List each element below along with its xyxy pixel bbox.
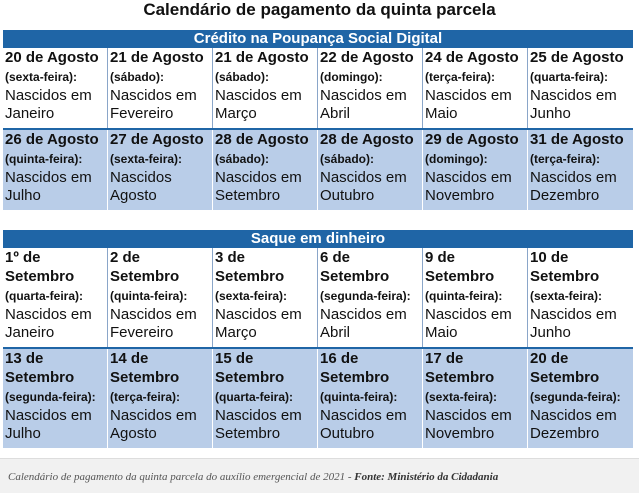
cell-date: 15 de Setembro (215, 350, 285, 386)
cell-group: Nascidos em Junho (530, 306, 617, 341)
cell-date: 20 de Setembro (530, 350, 600, 386)
cell-date: 28 de Agosto (320, 131, 414, 148)
cell-date: 25 de Agosto (530, 49, 624, 66)
cell-weekday: (segunda-feira): (5, 390, 96, 404)
cell-date: 31 de Agosto (530, 131, 624, 148)
table-cell (423, 248, 528, 347)
cell-group: Nascidos em Abril (320, 306, 407, 341)
table-cell (318, 48, 423, 128)
table-cell (3, 130, 108, 210)
table-cell (213, 48, 318, 128)
cell-weekday: (terça-feira): (530, 152, 601, 166)
cell-weekday: (sábado): (320, 152, 374, 166)
saque-row-1 (3, 248, 633, 347)
cell-date: 1º de Setembro (5, 249, 75, 285)
cell-date: 10 de Setembro (530, 249, 600, 285)
saque-header: Saque em dinheiro (3, 230, 633, 248)
cell-date: 24 de Agosto (425, 49, 519, 66)
cell-group: Nascidos em Dezembro (530, 407, 617, 442)
cell-group: Nascidos em Maio (425, 306, 512, 341)
table-cell (423, 130, 528, 210)
credito-row-2 (3, 128, 633, 210)
credito-section (3, 30, 633, 210)
saque-row-2 (3, 347, 633, 448)
table-cell (528, 48, 633, 128)
cell-group: Nascidos Agosto (110, 169, 172, 204)
cell-date: 21 de Agosto (215, 49, 309, 66)
cell-weekday: (sexta-feira): (5, 70, 78, 84)
caption-bar (0, 458, 639, 493)
cell-weekday: (quarta-feira): (530, 70, 609, 84)
table-cell (318, 349, 423, 448)
saque-section (3, 230, 633, 448)
table-cell (423, 349, 528, 448)
cell-date: 22 de Agosto (320, 49, 414, 66)
cell-weekday: (terça-feira): (110, 390, 181, 404)
cell-weekday: (quinta-feira): (5, 152, 83, 166)
caption-source: Fonte: Ministério da Cidadania (354, 471, 499, 483)
cell-group: Nascidos em Maio (425, 87, 512, 122)
table-cell (213, 248, 318, 347)
table-cell (108, 48, 213, 128)
cell-date: 14 de Setembro (110, 350, 180, 386)
table-cell (423, 48, 528, 128)
cell-group: Nascidos em Abril (320, 87, 407, 122)
cell-date: 2 de Setembro (110, 249, 180, 285)
cell-weekday: (segunda-feira): (320, 289, 411, 303)
cell-date: 3 de Setembro (215, 249, 285, 285)
cell-weekday: (sexta-feira): (215, 289, 288, 303)
cell-date: 29 de Agosto (425, 131, 519, 148)
table-cell (318, 130, 423, 210)
page-title: Calendário de pagamento da quinta parcela (143, 0, 496, 19)
cell-group: Nascidos em Fevereiro (110, 306, 197, 341)
table-cell (108, 248, 213, 347)
cell-date: 9 de Setembro (425, 249, 495, 285)
cell-weekday: (sábado): (110, 70, 164, 84)
credito-row-1 (3, 48, 633, 128)
table-cell (3, 48, 108, 128)
cell-date: 27 de Agosto (110, 131, 204, 148)
table-cell (318, 248, 423, 347)
cell-group: Nascidos em Julho (5, 169, 92, 204)
table-cell (3, 248, 108, 347)
cell-group: Nascidos em Outubro (320, 169, 407, 204)
cell-weekday: (quinta-feira): (425, 289, 503, 303)
cell-group: Nascidos em Dezembro (530, 169, 617, 204)
cell-date: 17 de Setembro (425, 350, 495, 386)
table-cell (108, 349, 213, 448)
cell-group: Nascidos em Janeiro (5, 306, 92, 341)
cell-date: 20 de Agosto (5, 49, 99, 66)
cell-weekday: (sexta-feira): (530, 289, 603, 303)
cell-group: Nascidos em Março (215, 87, 302, 122)
cell-weekday: (quinta-feira): (320, 390, 398, 404)
table-cell (528, 130, 633, 210)
cell-group: Nascidos em Novembro (425, 407, 512, 442)
table-cell (213, 130, 318, 210)
cell-weekday: (terça-feira): (425, 70, 496, 84)
table-cell (108, 130, 213, 210)
cell-group: Nascidos em Novembro (425, 169, 512, 204)
table-cell (213, 349, 318, 448)
cell-date: 13 de Setembro (5, 350, 75, 386)
cell-weekday: (domingo): (320, 70, 383, 84)
cell-group: Nascidos em Junho (530, 87, 617, 122)
cell-weekday: (quarta-feira): (5, 289, 84, 303)
caption-text: Calendário de pagamento da quinta parcela do auxílio emergencial de 2021 - (8, 471, 355, 483)
cell-group: Nascidos em Março (215, 306, 302, 341)
cell-group: Nascidos em Fevereiro (110, 87, 197, 122)
credito-header: Crédito na Poupança Social Digital (3, 30, 633, 48)
cell-group: Nascidos em Outubro (320, 407, 407, 442)
cell-date: 16 de Setembro (320, 350, 390, 386)
cell-group: Nascidos em Julho (5, 407, 92, 442)
cell-weekday: (segunda-feira): (530, 390, 621, 404)
cell-weekday: (sexta-feira): (110, 152, 183, 166)
image-caption (8, 471, 498, 483)
cell-weekday: (sábado): (215, 152, 269, 166)
cell-weekday: (sexta-feira): (425, 390, 498, 404)
table-cell (3, 349, 108, 448)
table-cell (528, 248, 633, 347)
cell-date: 6 de Setembro (320, 249, 390, 285)
cell-group: Nascidos em Janeiro (5, 87, 92, 122)
cell-weekday: (quinta-feira): (110, 289, 188, 303)
cell-group: Nascidos em Setembro (215, 169, 302, 204)
table-cell (528, 349, 633, 448)
cell-date: 28 de Agosto (215, 131, 309, 148)
cell-weekday: (domingo): (425, 152, 488, 166)
cell-group: Nascidos em Agosto (110, 407, 197, 442)
cell-weekday: (quarta-feira): (215, 390, 294, 404)
cell-weekday: (sábado): (215, 70, 269, 84)
cell-date: 26 de Agosto (5, 131, 99, 148)
cell-group: Nascidos em Setembro (215, 407, 302, 442)
cell-date: 21 de Agosto (110, 49, 204, 66)
